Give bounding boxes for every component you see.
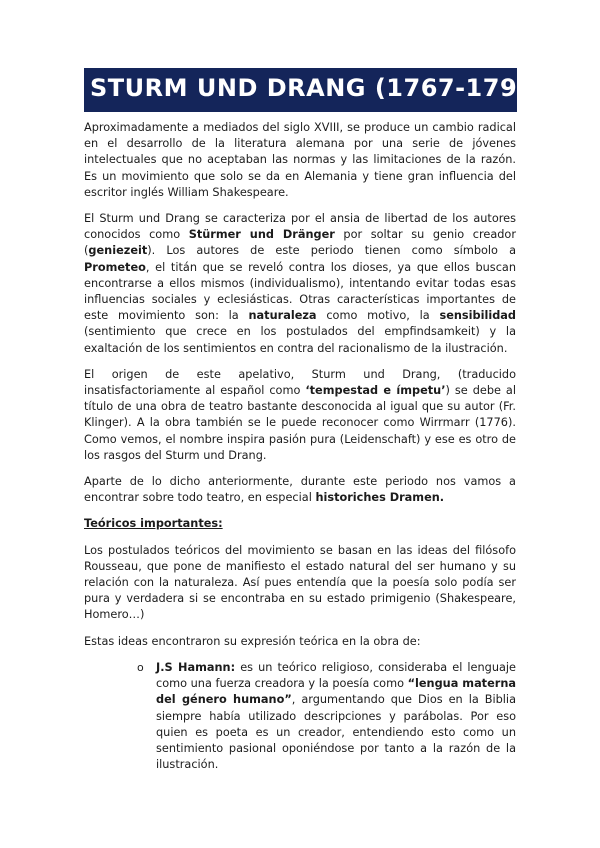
- page-title: STURM UND DRANG (1767-1790): [90, 74, 546, 102]
- theorists-list: [84, 660, 516, 773]
- term-naturaleza: naturaleza: [248, 309, 317, 323]
- term-hamann: J.S Hamann:: [156, 660, 236, 674]
- term-historiches-dramen: historiches Dramen.: [315, 491, 445, 505]
- term-prometeo: Prometeo: [84, 260, 146, 274]
- paragraph-rousseau: Los postulados teóricos del movimiento se basan en las ideas del filósofo Rousseau, que pone de manifiesto el estado natural del ser humano y su relación con la naturaleza. Así pues entendía que la poesía solo podía ser pura y verdadera si se encontraba en su estado primigenio (Shakespeare, Homero…): [84, 543, 516, 622]
- paragraph-origin: El origen de este apelativo, Sturm und Drang, (traducido insatisfactoriamente al español como ‘tempestad e ímpetu’) se debe al título de una obra de teatro bastante desconocida al igual que su autor (Fr. Klinger). A la obra también se le puede reconocer como Wirrmarr (1776). Como vemos, el nombre inspira pasión pura (Leidenschaft) y ese es otro de los rasgos del Sturm und Drang.: [84, 367, 516, 462]
- term-tempestad: ‘tempestad e ímpetu’: [305, 384, 446, 398]
- list-item-hamann: o J.S Hamann: es un teórico religioso, consideraba el lenguaje como una fuerza creadora y la poesía como “lengua materna del género humano”, argumentando que Dios en la Biblia siempre había utilizado descripciones y parábolas. Por eso quien es poeta es un creador, entendiendo esto como un sentimiento pasional oponiéndose por tanto a la razón de la ilustración.: [137, 660, 516, 772]
- title-banner: [84, 68, 546, 112]
- paragraph-theatre: Aparte de lo dicho anteriormente, durante este periodo nos vamos a encontrar sobre todo teatro, en especial historiches Dramen.: [84, 475, 516, 505]
- paragraph-characteristics: El Sturm und Drang se caracteriza por el ansia de libertad de los autores conocidos como Stürmer und Dränger por soltar su genio creador (geniezeit). Los autores de este periodo tienen como símbolo a Prometeo, el titán que se reveló contra los dioses, ya que ellos buscan encontrarse a ellos mismos (individualismo), intentando evitar todas esas influencias sociales y eclesiásticas. Otras características importantes de este movimiento son: la naturaleza como motivo, la sensibilidad (sentimiento que crece en los postulados del empfindsamkeit) y la exaltación de los sentimientos en contra del racionalismo de la ilustración.: [84, 212, 516, 355]
- document-body: [84, 120, 516, 773]
- paragraph-expression: Estas ideas encontraron su expresión teórica en la obra de:: [84, 634, 421, 648]
- term-geniezeit: geniezeit: [88, 244, 148, 258]
- term-sensibilidad: sensibilidad: [439, 309, 516, 323]
- paragraph-intro: Aproximadamente a mediados del siglo XVIII, se produce un cambio radical en el desarrollo de la literatura alemana por una serie de jóvenes intelectuales que no aceptaban las normas y las limitaciones de la razón. Es un movimiento que solo se da en Alemania y tiene gran influencia del escritor inglés William Shakespeare.: [84, 121, 516, 199]
- bullet-icon: o: [137, 660, 144, 674]
- section-heading-theorists: Teóricos importantes:: [84, 517, 223, 531]
- term-lengua-materna: “lengua materna del género humano”: [156, 677, 516, 707]
- term-sturmer: Stürmer und Dränger: [188, 228, 335, 242]
